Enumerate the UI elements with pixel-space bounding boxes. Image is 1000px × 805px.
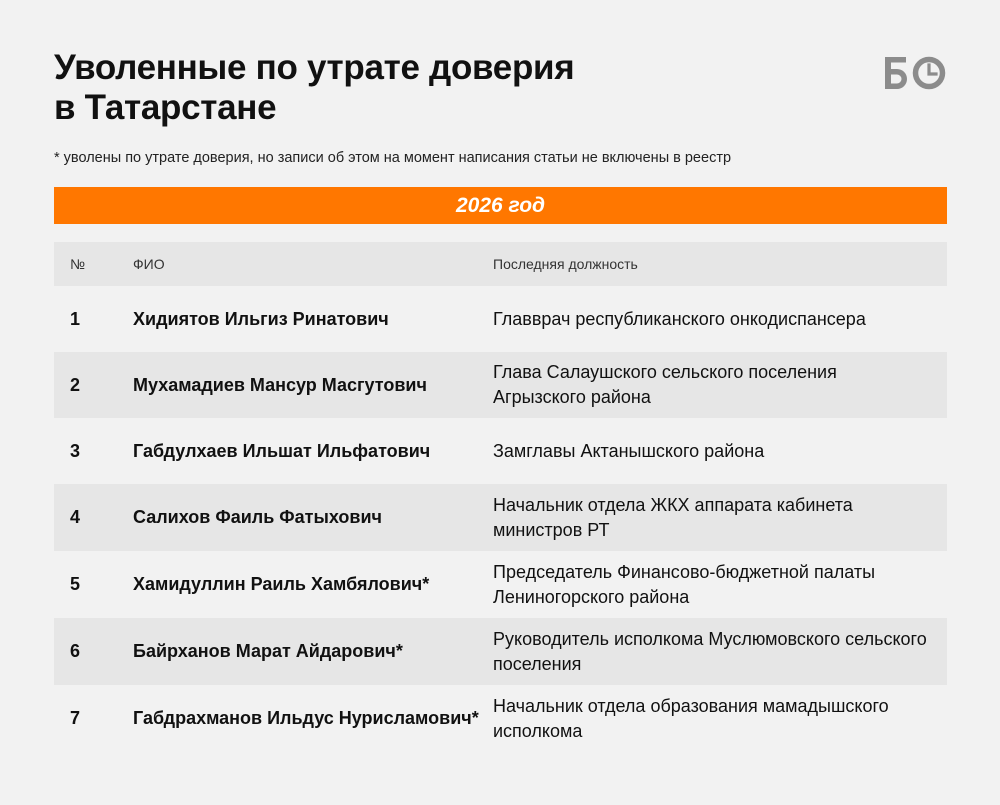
table-row bbox=[54, 618, 947, 685]
row-position: Замглавы Актанышского района bbox=[493, 440, 765, 461]
row-num: 3 bbox=[70, 440, 81, 461]
bo-logo bbox=[882, 54, 948, 92]
row-position: Руководитель исполкома Муслюмовского сельского поселения bbox=[493, 628, 927, 674]
row-position: Глава Салаушского сельского поселения Агрызского района bbox=[493, 362, 837, 407]
row-name: Байрханов Марат Айдарович* bbox=[133, 641, 403, 661]
year-banner: 2026 год bbox=[54, 187, 947, 224]
row-num: 2 bbox=[70, 374, 81, 395]
header-num: № bbox=[70, 256, 86, 272]
table-row bbox=[54, 352, 947, 418]
row-name: Хидиятов Ильгиз Ринатович bbox=[133, 308, 389, 329]
row-position: Начальник отдела образования мамадышского исполкома bbox=[493, 695, 889, 741]
page-title bbox=[54, 48, 754, 128]
clock-hands-icon bbox=[929, 65, 936, 74]
row-name: Габдулхаев Ильшат Ильфатович bbox=[133, 440, 431, 461]
row-position: Председатель Финансово-бюджетной палаты Лениногорского района bbox=[493, 561, 876, 607]
footnote: * уволены по утрате доверия, но записи об этом на момент написания статьи не включены в реестр bbox=[54, 150, 732, 166]
row-num: 5 bbox=[70, 574, 81, 594]
table-header-row bbox=[54, 242, 947, 286]
row-name: Мухамадиев Мансур Масгутович bbox=[133, 374, 427, 395]
row-num: 7 bbox=[70, 708, 81, 728]
row-num: 6 bbox=[70, 641, 81, 661]
row-position: Начальник отдела ЖКХ аппарата кабинета министров РТ bbox=[493, 494, 853, 540]
header-position: Последняя должность bbox=[493, 256, 638, 272]
table-row bbox=[54, 685, 947, 752]
title-line-2: в Татарстане bbox=[54, 88, 277, 127]
table-row bbox=[54, 484, 947, 551]
table-row bbox=[54, 551, 947, 618]
table-row bbox=[54, 418, 947, 484]
logo-letter-b bbox=[885, 57, 907, 89]
title-line-1: Уволенные по утрате доверия bbox=[54, 48, 575, 87]
row-name: Хамидуллин Раиль Хамбялович* bbox=[133, 574, 430, 594]
row-name: Салихов Фаиль Фатыхович bbox=[133, 507, 382, 527]
row-num: 1 bbox=[70, 308, 81, 329]
table-row bbox=[54, 286, 947, 352]
header-name: ФИО bbox=[133, 256, 165, 272]
row-name: Габдрахманов Ильдус Нурисламович* bbox=[133, 708, 479, 728]
row-position: Главврач республиканского онкодиспансера bbox=[493, 308, 866, 329]
row-num: 4 bbox=[70, 507, 81, 527]
